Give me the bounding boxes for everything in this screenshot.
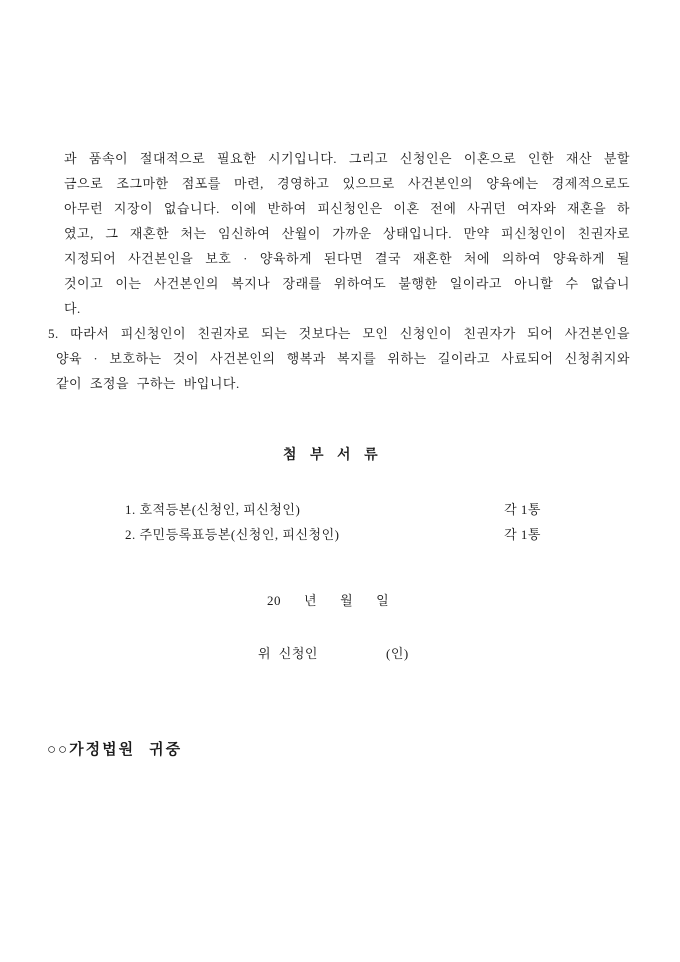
paragraph4-line-2: 금으로 조그마한 점포를 마련, 경영하고 있으므로 사건본인의 양육에는 경제적으로도 — [64, 176, 630, 191]
signature-line — [258, 645, 409, 663]
date-year-prefix: 20 — [267, 593, 281, 608]
attachment-item — [125, 522, 541, 547]
recipient-honorific: 귀중 — [149, 742, 183, 758]
attachment-item — [125, 497, 541, 522]
paragraph4-line-7: 다. — [64, 301, 81, 316]
item5-line-1 — [0, 321, 680, 346]
date-line — [267, 592, 389, 610]
signature-seal: (인) — [385, 646, 409, 661]
signature-label: 위 신청인 — [258, 646, 318, 661]
recipient-line — [47, 740, 182, 760]
attachment-label: 1. 호적등본(신청인, 피신청인) — [125, 502, 301, 517]
paragraph4-line-5: 지정되어 사건본인을 보호 · 양육하게 된다면 결국 재혼한 처에 의하여 양육하게 될 — [64, 251, 630, 266]
item5-line-2: 양육 · 보호하는 것이 사건본인의 행복과 복지를 위하는 길이라고 사료되어 신청취지와 — [56, 351, 630, 366]
attachments-list — [125, 497, 541, 547]
attachment-label: 2. 주민등록표등본(신청인, 피신청인) — [125, 527, 340, 542]
paragraph4-line-3: 아무런 지장이 없습니다. 이에 반하여 피신청인은 이혼 전에 사귀던 여자와 재혼을 하 — [64, 201, 630, 216]
recipient-court: ○○가정법원 — [47, 742, 136, 758]
paragraph4-line-6: 것이고 이는 사건본인의 복지나 장래를 위하여도 불행한 일이라고 아니할 수 없습니 — [64, 276, 630, 291]
attachment-count: 각 1통 — [504, 527, 541, 542]
item5-line-3: 같이 조정을 구하는 바입니다. — [56, 376, 240, 391]
date-year-label: 년 — [304, 593, 318, 608]
date-month-label: 월 — [340, 593, 354, 608]
paragraph4-line-1: 과 품속이 절대적으로 필요한 시기입니다. 그리고 신청인은 이혼으로 인한 재산 분할 — [64, 151, 630, 166]
item5-text: 따라서 피신청인이 친권자로 되는 것보다는 모인 신청인이 친권자가 되어 사건본인을 — [70, 326, 630, 341]
date-day-label: 일 — [376, 593, 390, 608]
body-text — [0, 146, 680, 396]
attachment-count: 각 1통 — [504, 502, 541, 517]
attachments-heading: 첨 부 서 류 — [283, 448, 381, 463]
paragraph4-line-4: 였고, 그 재혼한 처는 임신하여 산월이 가까운 상태입니다. 만약 피신청인이 친권자로 — [64, 226, 630, 241]
item5-number: 5. — [48, 326, 59, 341]
